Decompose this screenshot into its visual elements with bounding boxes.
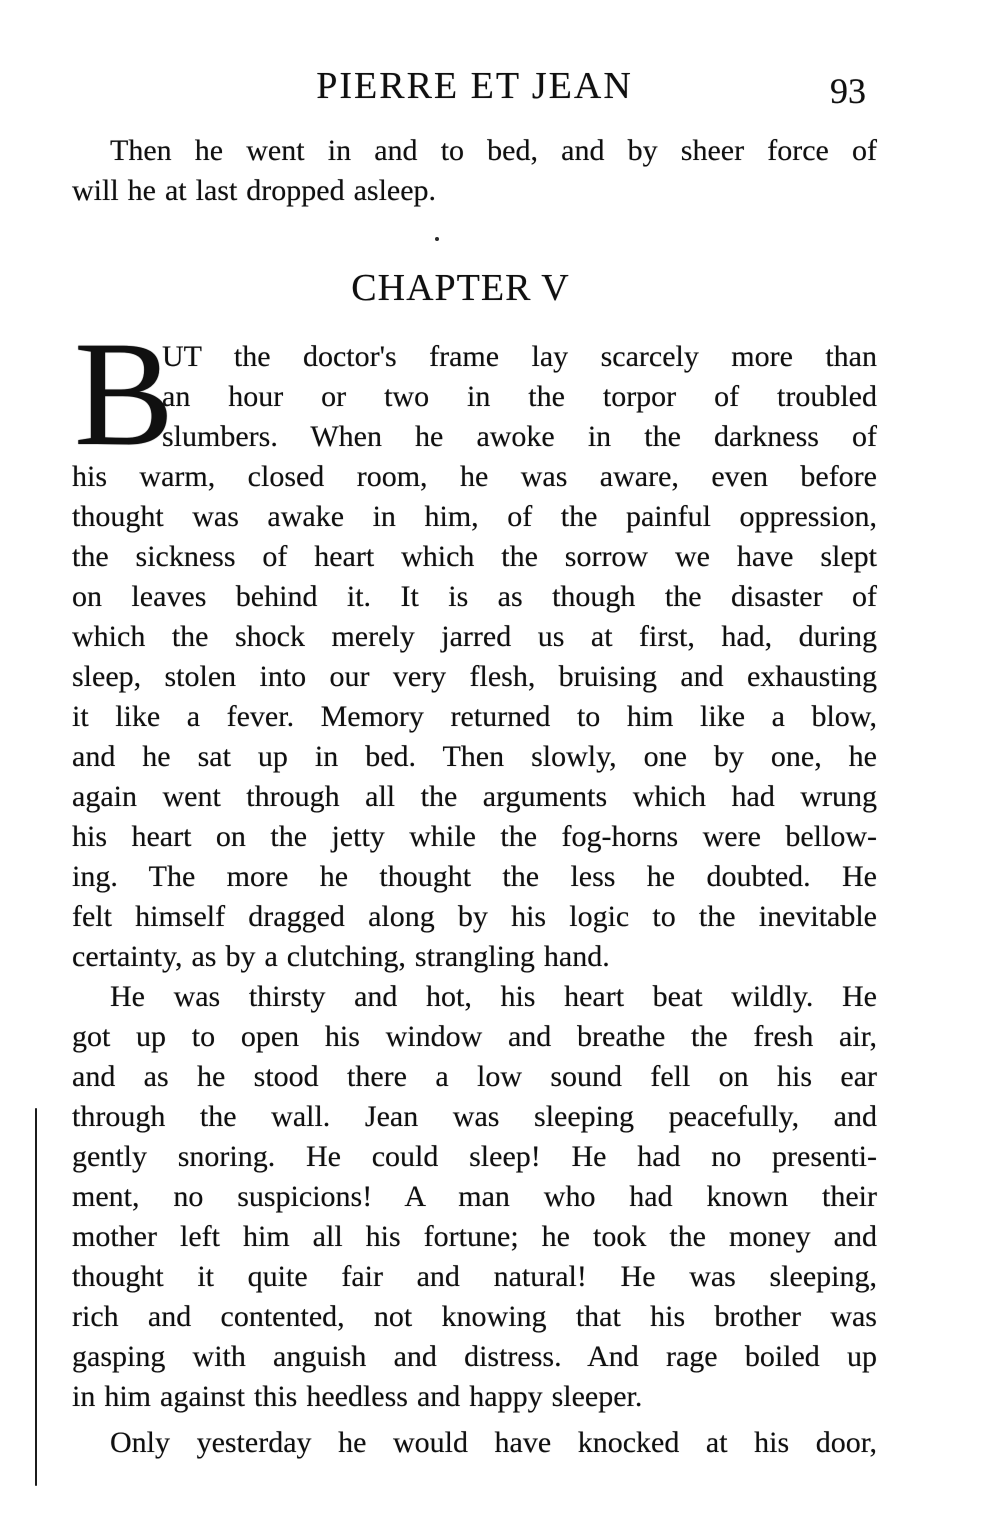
ink-speck: [435, 237, 439, 241]
text-line: thought was awake in him, of the painful oppression,: [72, 500, 877, 533]
text-line: again went through all the arguments which had wrung: [72, 780, 877, 813]
text-line: rich and contented, not knowing that his brother was: [72, 1300, 877, 1333]
scan-artifact-line: [35, 1108, 37, 1486]
chapter-opening-paragraph: [72, 311, 877, 977]
text-line: ment, no suspicions! A man who had known their: [72, 1180, 877, 1213]
text-line: it like a fever. Memory returned to him like a blow,: [72, 700, 877, 733]
text-line: He was thirsty and hot, his heart beat wildly. He: [110, 980, 877, 1013]
text-line: through the wall. Jean was sleeping peacefully, and: [72, 1100, 877, 1133]
text-line: felt himself dragged along by his logic to the inevitable: [72, 900, 877, 933]
drop-cap-letter: B: [74, 311, 175, 477]
text-line: in him against this heedless and happy sleeper.: [72, 1380, 643, 1413]
text-line: and as he stood there a low sound fell on his ear: [72, 1060, 877, 1093]
third-paragraph: [72, 1423, 877, 1463]
chapter-heading: CHAPTER V: [351, 267, 570, 309]
opening-paragraph: [72, 131, 877, 211]
page-body-text: [72, 311, 877, 1463]
text-line: ing. The more he thought the less he doubted. He: [72, 860, 877, 893]
text-line: on leaves behind it. It is as though the disaster of: [72, 580, 877, 613]
text-line: certainty, as by a clutching, strangling hand.: [72, 940, 610, 973]
text-line: the sickness of heart which the sorrow we have slept: [72, 540, 877, 573]
text-line: mother left him all his fortune; he took the money and: [72, 1220, 877, 1253]
text-line: his warm, closed room, he was aware, even before: [72, 460, 877, 493]
text-line: gently snoring. He could sleep! He had no presenti-: [72, 1140, 877, 1173]
text-line: UT the doctor's frame lay scarcely more than: [162, 340, 877, 373]
text-line: gasping with anguish and distress. And rage boiled up: [72, 1340, 877, 1373]
text-line: thought it quite fair and natural! He was sleeping,: [72, 1260, 877, 1293]
text-line: which the shock merely jarred us at first, had, during: [72, 620, 877, 653]
text-line: an hour or two in the torpor of troubled: [162, 380, 877, 413]
text-line: got up to open his window and breathe the fresh air,: [72, 1020, 877, 1053]
text-line: Then he went in and to bed, and by sheer force of: [110, 134, 877, 167]
text-line: Only yesterday he would have knocked at his door,: [110, 1426, 877, 1459]
page-number: 93: [830, 71, 866, 111]
running-head-title: PIERRE ET JEAN: [316, 65, 633, 107]
text-line: and he sat up in bed. Then slowly, one by one, he: [72, 740, 877, 773]
second-paragraph: [72, 977, 877, 1417]
text-line: his heart on the jetty while the fog-horns were bellow-: [72, 820, 877, 853]
text-line: slumbers. When he awoke in the darkness of: [162, 420, 877, 453]
text-line: sleep, stolen into our very flesh, bruising and exhausting: [72, 660, 877, 693]
text-line: will he at last dropped asleep.: [72, 174, 437, 207]
